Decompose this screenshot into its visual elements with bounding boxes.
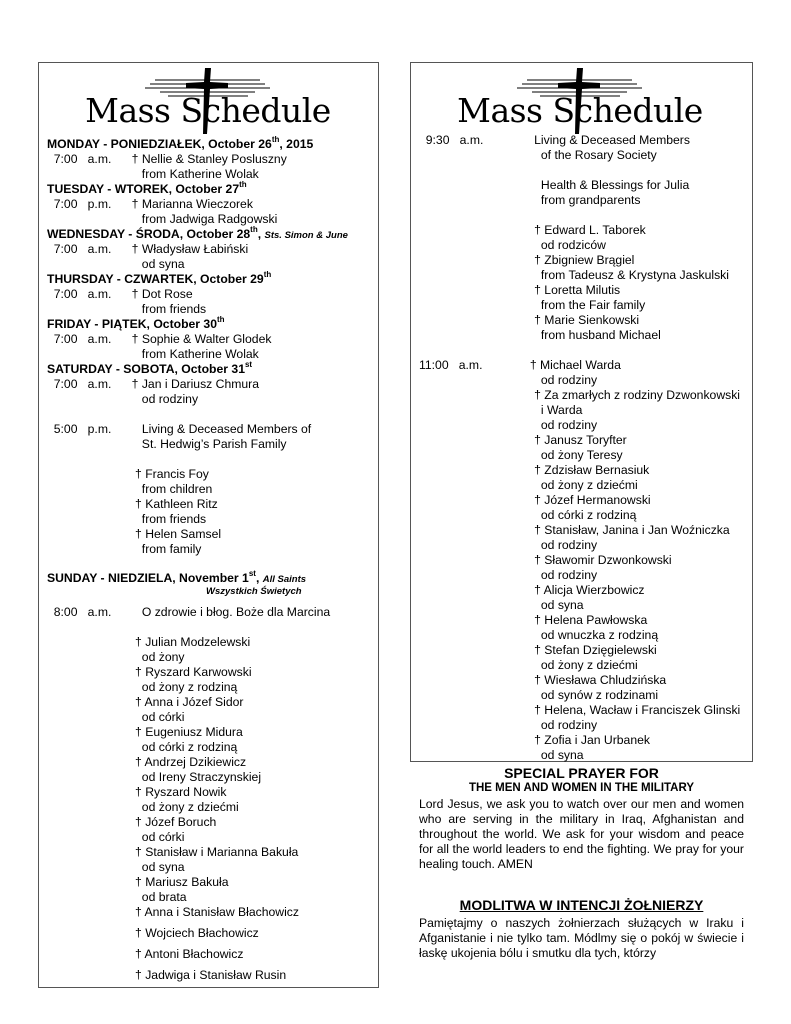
schedule-line [47, 860, 185, 875]
line-text: MONDAY - PONIEDZIAŁEK, October 26 [47, 137, 272, 151]
line-text: † Eugeniusz Midura [47, 725, 243, 739]
schedule-line [47, 257, 185, 272]
schedule-line [47, 332, 271, 347]
schedule-line: † Edward L. Taborek [419, 223, 646, 237]
schedule-line: od żony z dziećmi [419, 478, 638, 492]
line-text: † Mariusz Bakuła [47, 875, 229, 889]
line-text: from Katherine Wolak [47, 167, 259, 181]
line-text: St. Hedwig’s Parish Family [47, 437, 287, 451]
schedule-line [47, 422, 311, 437]
schedule-line [47, 947, 243, 962]
line-text: † Andrzej Dzikiewicz [47, 755, 247, 769]
line-text: THURSDAY - CZWARTEK, October 29 [47, 272, 264, 286]
schedule-line: † Helena Pawłowska [419, 613, 648, 627]
line-text: od żony z dziećmi [47, 800, 239, 814]
line-text: FRIDAY - PIĄTEK, October 30 [47, 317, 217, 331]
feast-note-polish: Wszystkich Świetych [206, 586, 302, 597]
modlitwa-body: Pamiętajmy o naszych żołnierzach służących w Iraku i Afganistanie i nie tylko tam. Módlmy się o pokój w świecie i łaskę ukojenia bólu i smutku dla tych, którzy [419, 916, 744, 960]
schedule-line [47, 680, 237, 695]
schedule-line: † Józef Hermanowski [419, 493, 651, 507]
line-text: from Katherine Wolak [47, 347, 259, 361]
schedule-line [47, 665, 252, 680]
logo-title: Mass Schedule [85, 91, 331, 130]
schedule-line [47, 347, 259, 362]
line-text: od córki [47, 710, 185, 724]
schedule-line: od syna [419, 748, 584, 762]
schedule-line [47, 287, 193, 302]
line-text: † Julian Modzelewski [47, 635, 251, 649]
line-text: † Jadwiga i Stanisław Rusin [47, 968, 287, 982]
line-text: 7:00 a.m. † Dot Rose [47, 287, 193, 301]
schedule-line: od rodziny [419, 568, 598, 582]
schedule-line [47, 875, 229, 890]
ordinal-suffix: th [250, 225, 258, 234]
schedule-line [47, 377, 259, 392]
schedule-line: Health & Blessings for Julia [419, 178, 690, 192]
line-text: 7:00 p.m. † Marianna Wieczorek [47, 197, 253, 211]
schedule-line: from husband Michael [419, 328, 661, 342]
schedule-line [47, 512, 206, 527]
schedule-line [47, 542, 201, 557]
line-text: 7:00 a.m. † Jan i Dariusz Chmura [47, 377, 260, 391]
ordinal-suffix: th [271, 135, 280, 144]
schedule-line: † Loretta Milutis [419, 283, 621, 297]
schedule-line [47, 785, 226, 800]
ordinal-suffix: th [239, 180, 247, 189]
modlitwa-title: MODLITWA W INTENCJI ŻOŁNIERZY [459, 897, 704, 913]
line-text: from friends [47, 302, 207, 316]
ordinal-suffix: th [217, 315, 225, 324]
schedule-line: † Alicja Wierzbowicz [419, 583, 645, 597]
schedule-line [47, 605, 330, 620]
schedule-line: † Za zmarłych z rodziny Dzwonkowski [419, 388, 741, 402]
schedule-line [47, 302, 206, 317]
line-text: † Anna i Józef Sidor [47, 695, 244, 709]
schedule-line [47, 926, 259, 941]
schedule-line [47, 770, 261, 785]
line-text: † Helen Samsel [47, 527, 222, 541]
schedule-line: † Sławomir Dzwonkowski [419, 553, 672, 567]
schedule-line: from Tadeusz & Krystyna Jaskulski [419, 268, 729, 282]
schedule-line [47, 725, 243, 740]
mass-schedule-logo [50, 66, 366, 136]
schedule-line: od synów z rodzinami [419, 688, 659, 702]
schedule-line [47, 845, 298, 860]
line-text: † Ryszard Nowik [47, 785, 227, 799]
schedule-line [47, 467, 209, 482]
schedule-line [47, 527, 221, 542]
line-text: SUNDAY - NIEDZIELA, November 1 [47, 571, 249, 585]
schedule-line [47, 197, 253, 212]
schedule-line: od rodziny [419, 373, 598, 387]
line-text: from Jadwiga Radgowski [47, 212, 278, 226]
schedule-line [47, 905, 299, 920]
schedule-line [47, 830, 184, 845]
schedule-line [47, 437, 287, 452]
line-text: from friends [47, 512, 207, 526]
schedule-line: od rodziny [419, 538, 598, 552]
schedule-line: od żony Teresy [419, 448, 623, 462]
schedule-line [47, 815, 216, 830]
day-heading [47, 227, 348, 243]
ordinal-suffix: th [263, 270, 272, 279]
schedule-line: 11:00 a.m. † Michael Warda [419, 358, 621, 372]
prayer-title: SPECIAL PRAYER FOR [504, 765, 659, 781]
line-text: from family [47, 542, 202, 556]
line-text: od rodziny [47, 392, 199, 406]
schedule-line [47, 890, 187, 905]
schedule-line: od rodziny [419, 418, 598, 432]
line-text: TUESDAY - WTOREK, October 27 [47, 182, 240, 196]
schedule-line [47, 755, 246, 770]
line-text: 7:00 a.m. † Sophie & Walter Glodek [47, 332, 272, 346]
schedule-line: † Zofia i Jan Urbanek [419, 733, 650, 747]
feast-note: All Saints [262, 574, 307, 585]
line-text: 5:00 p.m. Living & Deceased Members of [47, 422, 312, 436]
schedule-line: of the Rosary Society [419, 148, 657, 162]
line-text: 8:00 a.m. O zdrowie i błog. Boże dla Marcina [47, 605, 331, 619]
prayer-body: Lord Jesus, we ask you to watch over our men and women who are serving in the military in Iraq, Afghanistan and throughout the world. We ask for your wisdom and peace for all the world leaders to end the fighting. We pray for your healing touch. AMEN [419, 797, 744, 871]
line-text: od syna [47, 257, 185, 271]
line-text: † Kathleen Ritz [47, 497, 218, 511]
line-text: 7:00 a.m. † Nellie & Stanley Posluszny [47, 152, 287, 166]
line-text: † Wojciech Błachowicz [47, 926, 259, 940]
day-heading [47, 317, 225, 332]
schedule-line: † Helena, Wacław i Franciszek Glinski [419, 703, 741, 717]
schedule-line: from the Fair family [419, 298, 646, 312]
schedule-line [47, 482, 212, 497]
schedule-line: † Janusz Toryfter [419, 433, 627, 447]
schedule-line [47, 212, 277, 227]
line-text: od Ireny Straczynskiej [47, 770, 262, 784]
schedule-line: † Marie Sienkowski [419, 313, 640, 327]
prayer-subtitle: THE MEN AND WOMEN IN THE MILITARY [468, 782, 695, 794]
schedule-line: † Zbigniew Brągiel [419, 253, 635, 267]
schedule-line [47, 242, 248, 257]
schedule-line: od córki z rodziną [419, 508, 637, 522]
line-suffix: , [257, 227, 265, 241]
schedule-line [47, 635, 250, 650]
schedule-line [47, 392, 198, 407]
schedule-line [47, 710, 184, 725]
line-text: od żony [47, 650, 185, 664]
schedule-line [47, 740, 237, 755]
logo-title: Mass Schedule [457, 91, 703, 130]
line-text: † Antoni Błachowicz [47, 947, 244, 961]
day-heading [47, 272, 271, 287]
schedule-line: od żony z dziećmi [419, 658, 638, 672]
schedule-line [47, 650, 185, 665]
line-text: SATURDAY - SOBOTA, October 31 [47, 362, 245, 376]
schedule-line: † Wiesława Chludzińska [419, 673, 667, 687]
line-text: od córki z rodziną [47, 740, 238, 754]
ordinal-suffix: st [248, 569, 256, 578]
schedule-line: from grandparents [419, 193, 641, 207]
schedule-line: i Warda [419, 403, 583, 417]
schedule-line [47, 800, 239, 815]
line-suffix: , 2015 [279, 137, 314, 151]
line-text: from children [47, 482, 213, 496]
schedule-line: † Stanisław, Janina i Jan Woźniczka [419, 523, 730, 537]
line-text: od córki [47, 830, 185, 844]
schedule-line: od rodziców [419, 238, 606, 252]
day-heading [47, 182, 247, 197]
schedule-line: † Stefan Dzięgielewski [419, 643, 657, 657]
line-text: od syna [47, 860, 185, 874]
schedule-line [47, 497, 218, 512]
schedule-line [47, 152, 287, 167]
day-heading [47, 137, 313, 152]
line-text: od brata [47, 890, 187, 904]
schedule-line: od syna [419, 598, 584, 612]
ordinal-suffix: st [244, 360, 253, 369]
feast-note: Sts. Simon & June [264, 230, 348, 241]
line-text: † Stanisław i Marianna Bakuła [47, 845, 299, 859]
line-text: † Francis Foy [47, 467, 209, 481]
line-text: † Ryszard Karwowski [47, 665, 252, 679]
schedule-line: † Zdzisław Bernasiuk [419, 463, 650, 477]
line-text: od żony z rodziną [47, 680, 238, 694]
line-text: 7:00 a.m. † Władysław Łabiński [47, 242, 249, 256]
line-suffix: , [255, 571, 263, 585]
day-heading [47, 362, 252, 377]
schedule-line [47, 968, 286, 983]
schedule-line [47, 167, 259, 182]
schedule-line: od wnuczka z rodziną [419, 628, 659, 642]
line-text: † Józef Boruch [47, 815, 217, 829]
mass-schedule-logo [422, 66, 738, 136]
schedule-line [47, 695, 243, 710]
line-text: WEDNESDAY - ŚRODA, October 28 [47, 227, 251, 241]
schedule-line: od rodziny [419, 718, 598, 732]
line-text: † Anna i Stanisław Błachowicz [47, 905, 299, 919]
schedule-line: 9:30 a.m. Living & Deceased Members [419, 133, 690, 147]
